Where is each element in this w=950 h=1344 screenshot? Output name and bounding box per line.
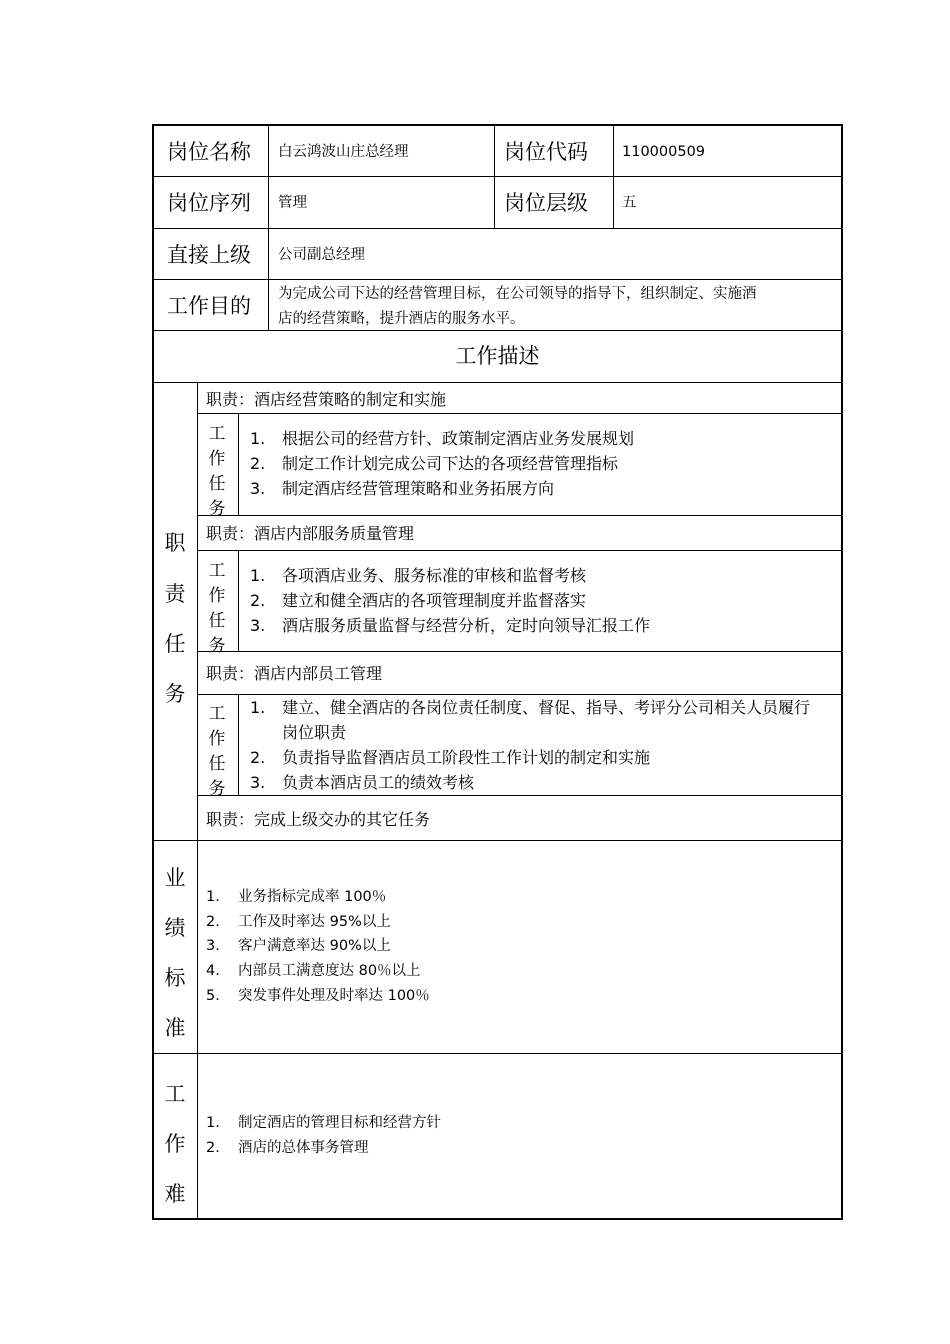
position-series-label: 岗位序列	[167, 191, 251, 215]
difficulty-item: 1. 制定酒店的管理目标和经营方针	[206, 1115, 441, 1131]
work-purpose-line: 店的经营策略，提升酒店的服务水平。	[278, 311, 525, 327]
position-series-value: 管理	[278, 195, 307, 211]
row-divider	[197, 515, 841, 516]
task-item: 2. 负责指导监督酒店员工阶段性工作计划的制定和实施	[250, 748, 651, 767]
row-divider	[197, 550, 841, 551]
position-code-label: 岗位代码	[504, 140, 588, 164]
work-purpose-label: 工作目的	[167, 294, 251, 318]
position-level-label: 岗位层级	[504, 191, 588, 215]
duty-title: 职责：完成上级交办的其它任务	[206, 810, 431, 829]
duties-side-label: 职	[164, 531, 186, 555]
task-item: 3. 制定酒店经营管理策略和业务拓展方向	[250, 479, 555, 498]
task-item-continuation: 岗位职责	[282, 723, 347, 742]
task-item: 3. 负责本酒店员工的绩效考核	[250, 773, 475, 792]
col-divider	[238, 694, 239, 795]
duties-side-label: 务	[164, 682, 186, 706]
difficulty-side-label: 工	[164, 1082, 186, 1106]
duty-title: 职责：酒店内部员工管理	[206, 664, 383, 683]
difficulty-item: 2. 酒店的总体事务管理	[206, 1140, 369, 1156]
performance-side-label: 标	[164, 966, 186, 990]
performance-item: 2. 工作及时率达 95%以上	[206, 914, 391, 930]
performance-item: 5. 突发事件处理及时率达 100％	[206, 988, 430, 1004]
performance-side-label: 准	[164, 1016, 186, 1040]
task-label: 作	[208, 729, 226, 749]
task-item: 2. 制定工作计划完成公司下达的各项经营管理指标	[250, 454, 619, 473]
row-divider	[154, 382, 841, 383]
col-divider	[238, 413, 239, 515]
position-name-value: 白云鸿波山庄总经理	[278, 144, 409, 160]
task-label: 务	[208, 499, 226, 519]
task-item: 3. 酒店服务质量监督与经营分析，定时向领导汇报工作	[250, 616, 651, 635]
task-item: 1. 建立、健全酒店的各岗位责任制度、督促、指导、考评分公司相关人员履行	[250, 698, 811, 717]
direct-superior-label: 直接上级	[167, 243, 251, 267]
row-divider	[154, 840, 841, 841]
task-label: 任	[208, 754, 226, 774]
col-divider	[268, 126, 269, 330]
task-label: 工	[208, 704, 226, 724]
performance-item: 3. 客户满意率达 90%以上	[206, 938, 391, 954]
difficulty-side-label: 作	[164, 1132, 186, 1156]
job-description-table	[152, 124, 843, 1220]
performance-item: 1. 业务指标完成率 100％	[206, 889, 387, 905]
task-label: 务	[208, 779, 226, 799]
row-divider	[154, 228, 841, 229]
row-divider	[197, 413, 841, 414]
row-divider	[197, 651, 841, 652]
col-divider	[197, 382, 198, 1218]
col-divider	[494, 126, 495, 228]
performance-item: 4. 内部员工满意度达 80％以上	[206, 963, 421, 979]
row-divider	[197, 694, 841, 695]
col-divider	[238, 550, 239, 651]
duty-title: 职责：酒店内部服务质量管理	[206, 524, 415, 543]
task-label: 任	[208, 611, 226, 631]
task-label: 工	[208, 561, 226, 581]
performance-side-label: 业	[164, 866, 186, 890]
duty-title: 职责：酒店经营策略的制定和实施	[206, 390, 447, 409]
row-divider	[154, 279, 841, 280]
position-level-value: 五	[622, 195, 637, 211]
duties-side-label: 责	[164, 582, 186, 606]
work-purpose-line: 为完成公司下达的经营管理目标，在公司领导的指导下，组织制定、实施酒	[278, 286, 757, 302]
direct-superior-value: 公司副总经理	[278, 247, 365, 263]
task-item: 1. 根据公司的经营方针、政策制定酒店业务发展规划	[250, 429, 635, 448]
row-divider	[154, 1053, 841, 1054]
task-item: 1. 各项酒店业务、服务标准的审核和监督考核	[250, 566, 587, 585]
task-label: 任	[208, 474, 226, 494]
row-divider	[154, 176, 841, 177]
task-item: 2. 建立和健全酒店的各项管理制度并监督落实	[250, 591, 587, 610]
position-name-label: 岗位名称	[167, 140, 251, 164]
task-label: 务	[208, 636, 226, 656]
duties-side-label: 任	[164, 632, 186, 656]
difficulty-side-label: 难	[164, 1182, 186, 1206]
row-divider	[154, 330, 841, 331]
row-divider	[197, 795, 841, 796]
section-title: 工作描述	[455, 344, 540, 368]
task-label: 工	[208, 424, 226, 444]
col-divider	[613, 126, 614, 228]
task-label: 作	[208, 449, 226, 469]
task-label: 作	[208, 586, 226, 606]
position-code-value: 110000509	[622, 144, 706, 160]
performance-side-label: 绩	[164, 916, 186, 940]
